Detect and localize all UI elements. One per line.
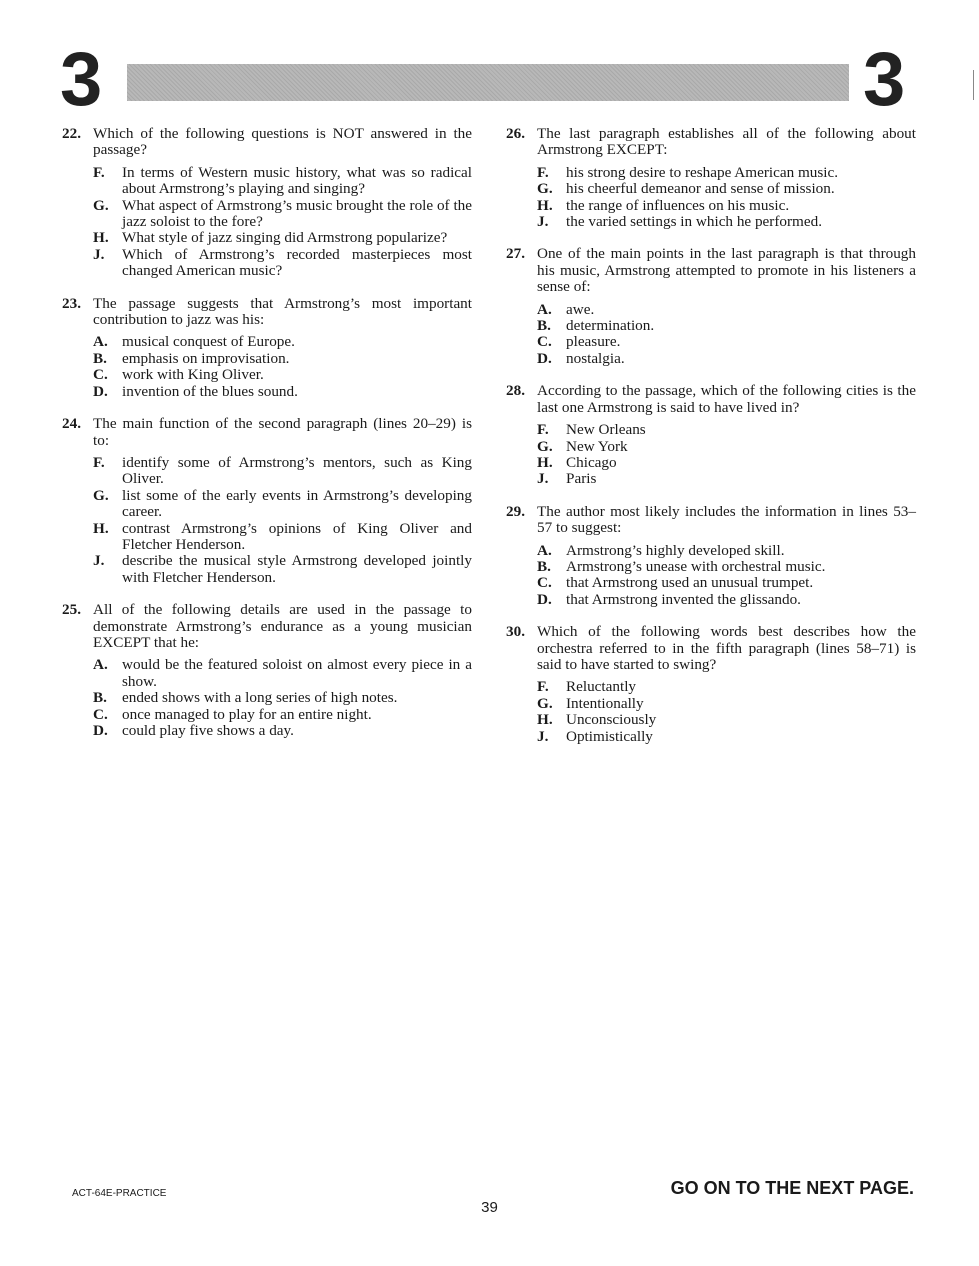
question-stem bbox=[506, 624, 916, 673]
option-text: work with King Oliver. bbox=[122, 366, 264, 384]
option-text: New York bbox=[566, 437, 628, 455]
option-letter: G. bbox=[537, 694, 553, 712]
question-number: 25. bbox=[62, 601, 81, 619]
option-letter: A. bbox=[93, 656, 108, 674]
option-letter: A. bbox=[93, 333, 108, 351]
answer-option bbox=[93, 707, 472, 723]
question-text: All of the following details are used in the passage to demonstrate Armstrong’s endurance as a young musician EXCEPT that he: bbox=[93, 601, 472, 651]
answer-option bbox=[93, 165, 472, 198]
option-text: pleasure. bbox=[566, 333, 621, 351]
answer-option bbox=[93, 488, 472, 521]
question-text: One of the main points in the last paragraph is that through his music, Armstrong attempted to promote in his listeners a sense of: bbox=[537, 245, 916, 296]
option-letter: F. bbox=[537, 678, 549, 696]
answer-option bbox=[537, 543, 916, 559]
question-text: The last paragraph establishes all of the following about Armstrong EXCEPT: bbox=[537, 125, 916, 159]
answer-option bbox=[537, 592, 916, 608]
option-text: would be the featured soloist on almost every piece in a show. bbox=[122, 656, 472, 690]
option-text: ended shows with a long series of high notes. bbox=[122, 689, 398, 707]
question-number: 24. bbox=[62, 415, 81, 433]
option-text: describe the musical style Armstrong developed jointly with Fletcher Henderson. bbox=[122, 552, 472, 586]
answer-option bbox=[93, 230, 472, 246]
answer-options bbox=[506, 422, 916, 488]
page-number: 39 bbox=[481, 1199, 498, 1216]
option-letter: F. bbox=[537, 163, 549, 181]
option-letter: D. bbox=[537, 349, 552, 367]
header-bar bbox=[127, 64, 849, 101]
option-text: identify some of Armstrong’s mentors, such as King Oliver. bbox=[122, 453, 472, 488]
answer-option bbox=[537, 696, 916, 712]
option-letter: D. bbox=[93, 722, 108, 739]
question-stem bbox=[506, 383, 916, 416]
question-item bbox=[506, 126, 916, 230]
option-letter: D. bbox=[537, 590, 552, 608]
option-letter: A. bbox=[537, 300, 552, 318]
question-number: 23. bbox=[62, 294, 81, 312]
answer-option bbox=[93, 367, 472, 383]
option-text: In terms of Western music history, what was so radical about Armstrong’s playing and singing? bbox=[122, 163, 472, 198]
option-letter: J. bbox=[537, 213, 549, 231]
answer-options bbox=[506, 165, 916, 231]
option-letter: C. bbox=[93, 366, 108, 384]
option-text: his cheerful demeanor and sense of mission. bbox=[566, 180, 835, 198]
answer-options bbox=[62, 657, 472, 739]
question-stem bbox=[506, 246, 916, 295]
question-text: The passage suggests that Armstrong’s most important contribution to jazz was his: bbox=[93, 294, 472, 329]
option-text: could play five shows a day. bbox=[122, 722, 294, 739]
right-column bbox=[506, 126, 916, 761]
question-item bbox=[62, 416, 472, 586]
answer-option bbox=[537, 318, 916, 334]
option-text: contrast Armstrong’s opinions of King Oliver and Fletcher Henderson. bbox=[122, 519, 472, 553]
question-item bbox=[506, 246, 916, 367]
answer-option bbox=[93, 723, 472, 739]
option-text: nostalgia. bbox=[566, 349, 625, 367]
answer-option bbox=[537, 559, 916, 575]
question-stem bbox=[62, 602, 472, 651]
left-column bbox=[62, 126, 472, 755]
question-number: 28. bbox=[506, 382, 525, 400]
question-item bbox=[62, 126, 472, 280]
option-letter: G. bbox=[537, 437, 553, 455]
option-text: determination. bbox=[566, 317, 655, 335]
answer-option bbox=[93, 384, 472, 400]
option-text: Paris bbox=[566, 470, 597, 488]
option-text: New Orleans bbox=[566, 421, 646, 439]
answer-option bbox=[93, 455, 472, 488]
option-letter: C. bbox=[93, 705, 108, 723]
option-text: Which of Armstrong’s recorded masterpieces most changed American music? bbox=[122, 245, 472, 280]
answer-options bbox=[506, 679, 916, 745]
option-text: that Armstrong invented the glissando. bbox=[566, 590, 801, 608]
question-item bbox=[62, 296, 472, 400]
option-letter: B. bbox=[93, 689, 107, 707]
option-text: the range of influences on his music. bbox=[566, 196, 790, 214]
answer-option bbox=[537, 575, 916, 591]
option-letter: B. bbox=[537, 557, 551, 575]
option-text: his strong desire to reshape American music. bbox=[566, 163, 839, 181]
answer-options bbox=[62, 455, 472, 586]
option-letter: H. bbox=[537, 196, 553, 214]
option-text: Chicago bbox=[566, 453, 617, 471]
answer-options bbox=[506, 302, 916, 368]
answer-option bbox=[537, 334, 916, 350]
option-text: that Armstrong used an unusual trumpet. bbox=[566, 574, 814, 592]
question-text: Which of the following words best describes how the orchestra referred to in the fifth paragraph (lines 58–71) is said to have started to swing? bbox=[537, 623, 916, 673]
option-letter: J. bbox=[537, 727, 549, 745]
form-code: ACT-64E-PRACTICE bbox=[72, 1188, 167, 1199]
answer-options bbox=[506, 543, 916, 609]
option-text: Unconsciously bbox=[566, 711, 657, 729]
question-text: According to the passage, which of the following cities is the last one Armstrong is said to have lived in? bbox=[537, 382, 916, 416]
answer-option bbox=[537, 712, 916, 728]
option-letter: B. bbox=[93, 349, 107, 367]
option-text: once managed to play for an entire night. bbox=[122, 705, 372, 723]
answer-option bbox=[93, 690, 472, 706]
question-text: Which of the following questions is NOT answered in the passage? bbox=[93, 125, 472, 159]
option-text: What aspect of Armstrong’s music brought the role of the jazz soloist to the fore? bbox=[122, 196, 472, 231]
answer-option bbox=[537, 729, 916, 745]
question-number: 26. bbox=[506, 125, 525, 142]
option-letter: F. bbox=[537, 421, 549, 439]
edge-mark bbox=[973, 70, 974, 100]
answer-option bbox=[537, 455, 916, 471]
answer-option bbox=[93, 521, 472, 554]
option-text: Intentionally bbox=[566, 694, 644, 712]
option-text: list some of the early events in Armstrong’s developing career. bbox=[122, 486, 472, 521]
option-letter: H. bbox=[93, 229, 109, 247]
option-text: invention of the blues sound. bbox=[122, 382, 298, 400]
question-item bbox=[62, 602, 472, 739]
option-text: Armstrong’s unease with orchestral music. bbox=[566, 557, 826, 575]
question-number: 30. bbox=[506, 623, 525, 641]
option-letter: F. bbox=[93, 163, 105, 181]
option-letter: J. bbox=[537, 470, 549, 488]
answer-option bbox=[93, 657, 472, 690]
option-letter: H. bbox=[537, 711, 553, 729]
answer-option bbox=[93, 334, 472, 350]
option-text: musical conquest of Europe. bbox=[122, 333, 295, 351]
question-text: The main function of the second paragraph (lines 20–29) is to: bbox=[93, 415, 472, 449]
answer-option bbox=[537, 181, 916, 197]
question-item bbox=[506, 383, 916, 487]
option-letter: G. bbox=[93, 486, 109, 504]
question-stem bbox=[62, 296, 472, 329]
answer-option bbox=[93, 198, 472, 231]
option-letter: F. bbox=[93, 453, 105, 471]
answer-option bbox=[537, 439, 916, 455]
option-letter: G. bbox=[537, 180, 553, 198]
answer-option bbox=[537, 351, 916, 367]
answer-option bbox=[537, 302, 916, 318]
answer-options bbox=[62, 165, 472, 280]
answer-option bbox=[93, 247, 472, 280]
answer-option bbox=[537, 165, 916, 181]
option-text: awe. bbox=[566, 300, 595, 318]
option-letter: D. bbox=[93, 382, 108, 400]
option-text: the varied settings in which he performed. bbox=[566, 213, 822, 231]
option-letter: A. bbox=[537, 541, 552, 559]
answer-option bbox=[537, 214, 916, 230]
section-number-right: 3 bbox=[863, 37, 906, 122]
option-letter: H. bbox=[537, 453, 553, 471]
question-stem bbox=[62, 416, 472, 449]
option-letter: G. bbox=[93, 196, 109, 214]
option-text: Armstrong’s highly developed skill. bbox=[566, 541, 785, 559]
question-number: 29. bbox=[506, 502, 525, 520]
option-text: Optimistically bbox=[566, 727, 653, 745]
question-item bbox=[506, 624, 916, 745]
answer-option bbox=[537, 679, 916, 695]
next-page-notice: GO ON TO THE NEXT PAGE. bbox=[670, 1178, 914, 1198]
answer-options bbox=[62, 334, 472, 400]
answer-option bbox=[537, 198, 916, 214]
option-letter: C. bbox=[537, 574, 552, 592]
answer-option bbox=[93, 351, 472, 367]
option-letter: H. bbox=[93, 519, 109, 537]
question-stem bbox=[506, 504, 916, 537]
question-number: 27. bbox=[506, 245, 525, 263]
answer-option bbox=[93, 553, 472, 586]
option-letter: C. bbox=[537, 333, 552, 351]
question-item bbox=[506, 504, 916, 608]
answer-option bbox=[537, 471, 916, 487]
option-letter: B. bbox=[537, 317, 551, 335]
option-letter: J. bbox=[93, 552, 105, 570]
option-text: Reluctantly bbox=[566, 678, 637, 696]
answer-option bbox=[537, 422, 916, 438]
option-letter: J. bbox=[93, 245, 105, 263]
option-text: What style of jazz singing did Armstrong popularize? bbox=[122, 229, 448, 247]
section-number-left: 3 bbox=[60, 37, 103, 122]
question-stem bbox=[62, 126, 472, 159]
question-stem bbox=[506, 126, 916, 159]
option-text: emphasis on improvisation. bbox=[122, 349, 290, 367]
question-number: 22. bbox=[62, 125, 81, 142]
question-text: The author most likely includes the information in lines 53–57 to suggest: bbox=[537, 502, 916, 537]
